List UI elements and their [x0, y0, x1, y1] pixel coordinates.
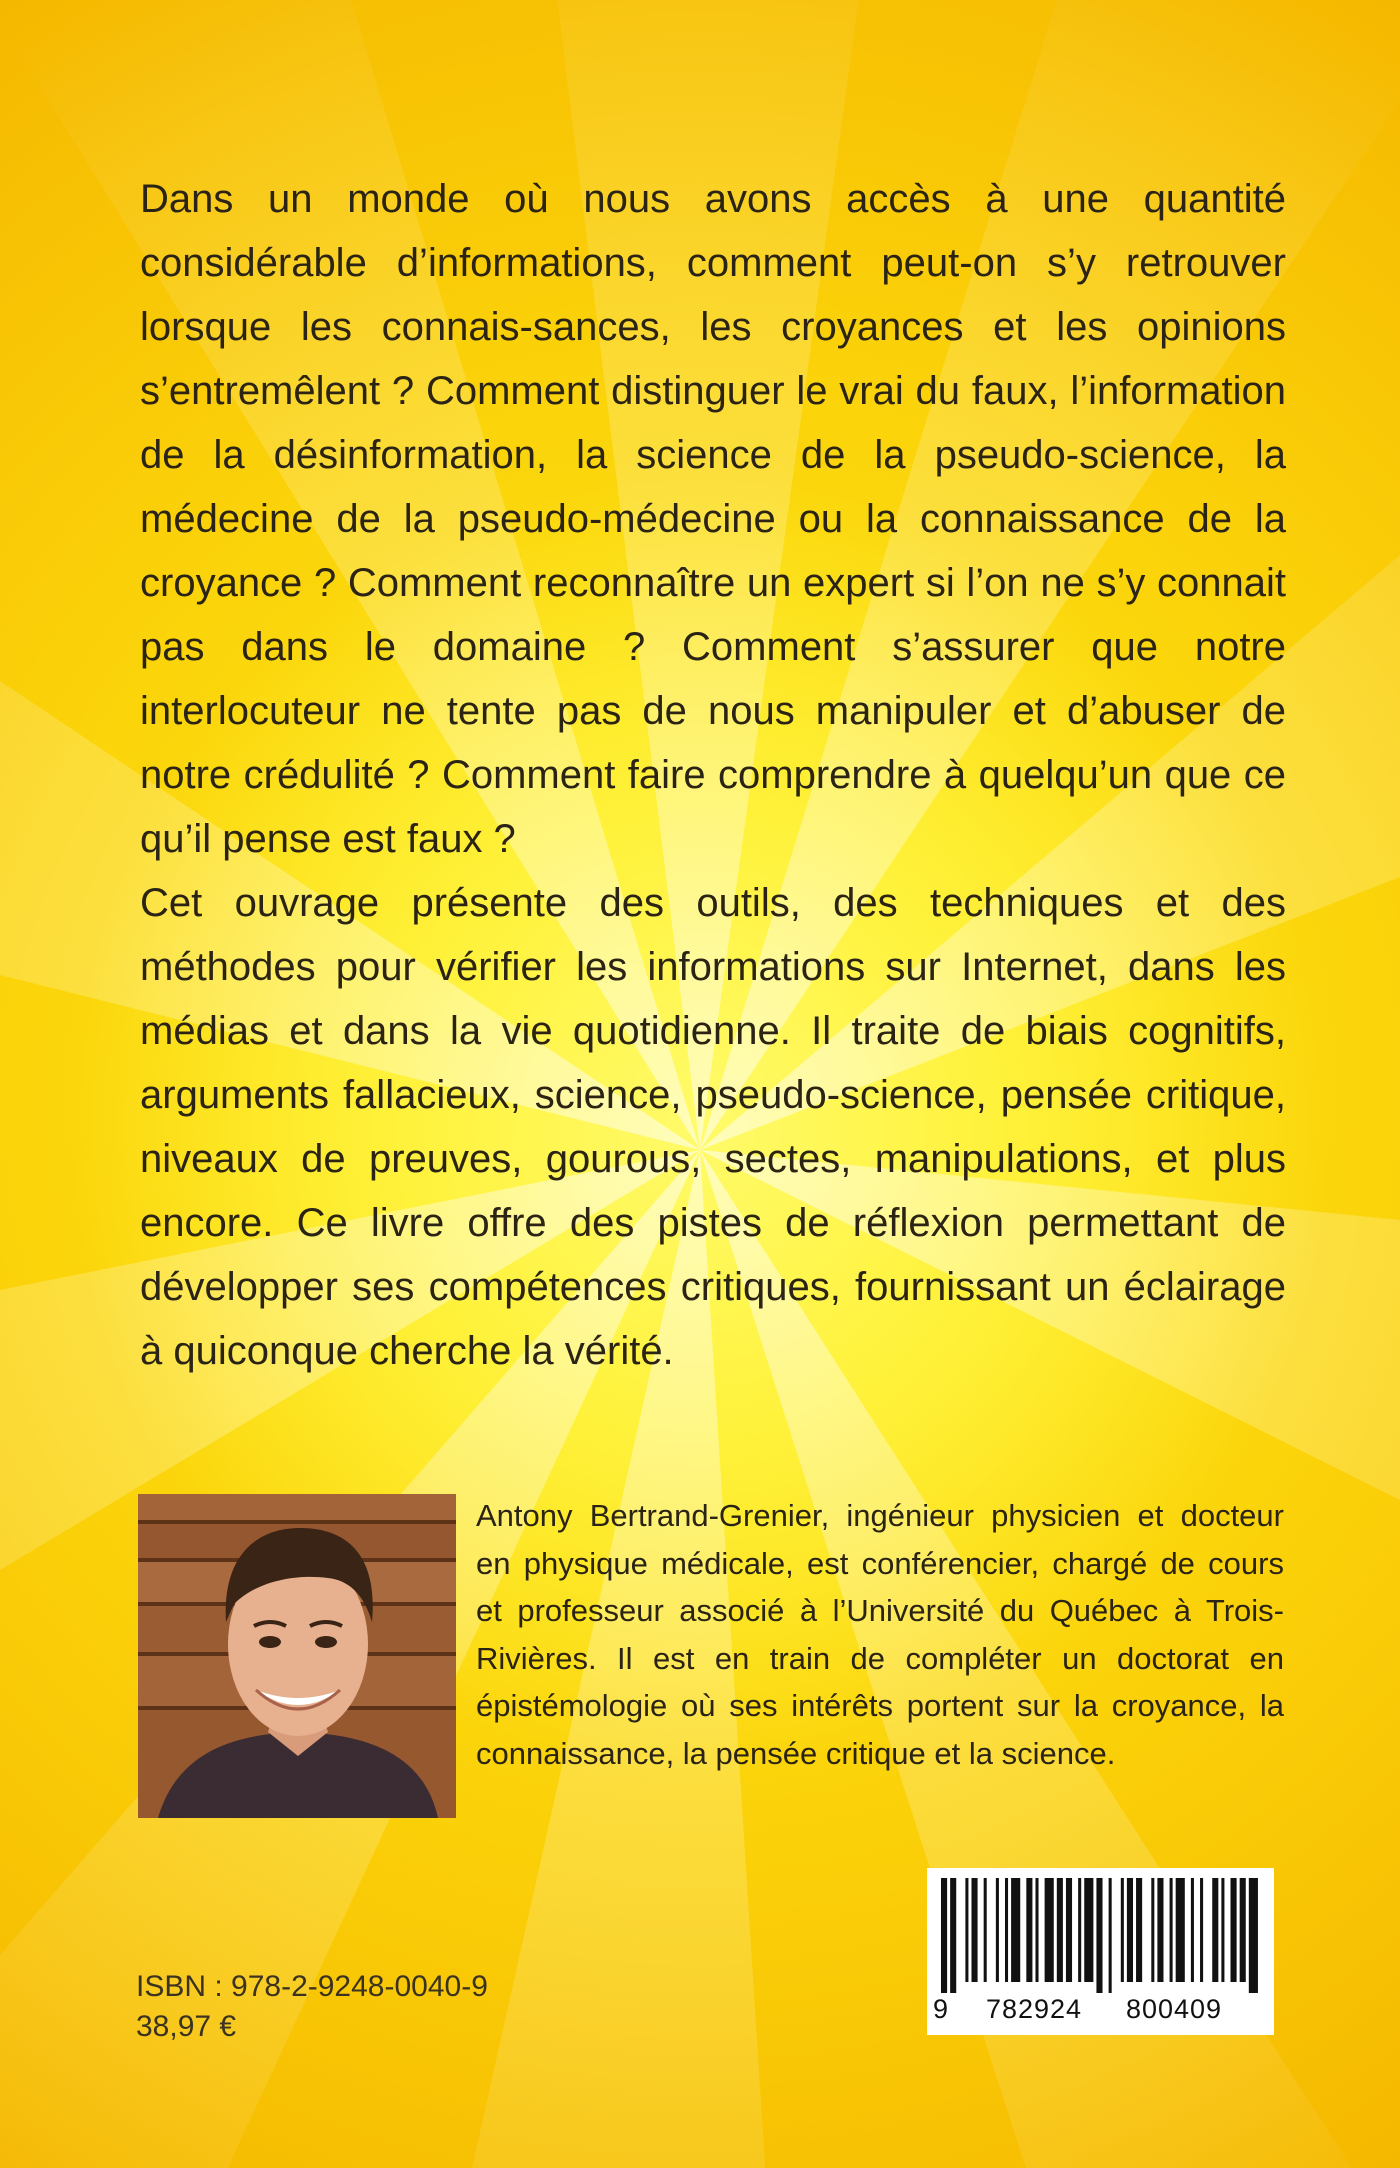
- barcode-bar: [1176, 1878, 1185, 1982]
- barcode-bar: [1084, 1878, 1093, 1982]
- barcode-bar: [1136, 1878, 1142, 1982]
- barcode-bar: [1240, 1878, 1246, 1982]
- barcode-left-digits: 782924: [985, 1994, 1083, 2024]
- barcode-bar: [1212, 1878, 1218, 1982]
- barcode-bars: [941, 1878, 1261, 1993]
- barcode-bar: [941, 1878, 947, 1993]
- barcode-bar: [1078, 1878, 1081, 1982]
- author-bio: Antony Bertrand-Grenier, ingénieur physicien et docteur en physique médicale, est conférencier, chargé de cours et professeur associé à l’Université du Québec à Trois-Rivières. Il est en train de compléter un doctorat en épistémologie où ses intérêts portent sur la croyance, la connaissance, la pensée critique et la science.: [476, 1498, 1284, 1771]
- barcode-bar: [1096, 1878, 1102, 1993]
- barcode-bar: [1157, 1878, 1163, 1982]
- barcode-bar: [984, 1878, 987, 1982]
- description-paragraph-2: Cet ouvrage présente des outils, des techniques et des méthodes pour vérifier les informations sur Internet, dans les médias et dans la vie quotidienne. Il traite de biais cognitifs, arguments fallacieux, science, pseudo-science, pensée critique, niveaux de preuves, gourous, sectes, manipulations, et plus encore. Ce livre offre des pistes de réflexion permettant de développer ses compétences critiques, fournissant un éclairage à quiconque cherche la vérité.: [140, 881, 1286, 1373]
- barcode-bar: [1221, 1878, 1224, 1982]
- barcode-bar: [1231, 1878, 1237, 1982]
- price-label: 38,97 €: [136, 2010, 237, 2043]
- barcode-bar: [1200, 1878, 1203, 1982]
- barcode-bar: [1170, 1878, 1173, 1982]
- description-paragraph-1: Dans un monde où nous avons accès à une quantité considérable d’informations, comment peut-on s’y retrouver lorsque les connais-sances, les croyances et les opinions s’entremêlent ? Comment distinguer le vrai du faux, l’information de la désinformation, la science de la pseudo-science, la médecine de la pseudo-médecine ou la connaissance de la croyance ? Comment reconnaître un expert si l’on ne s’y connait pas dans le domaine ? Comment s’assurer que notre interlocuteur ne tente pas de nous manipuler et d’abuser de notre crédulité ? Comment faire comprendre à quelqu’un que ce qu’il pense est faux ?: [140, 177, 1286, 861]
- barcode-bar: [1109, 1878, 1112, 1993]
- barcode-bar: [1121, 1878, 1124, 1982]
- isbn-label: ISBN : 978-2-9248-0040-9: [136, 1970, 488, 2003]
- barcode-bar: [996, 1878, 999, 1982]
- barcode-bar: [1045, 1878, 1054, 1982]
- barcode: [927, 1868, 1274, 2035]
- barcode-bar: [1011, 1878, 1020, 1982]
- barcode-bar: [971, 1878, 977, 1982]
- barcode-bar: [1127, 1878, 1133, 1982]
- barcode-bar: [1191, 1878, 1194, 1982]
- barcode-bar: [1026, 1878, 1032, 1982]
- barcode-bar: [965, 1878, 968, 1982]
- barcode-bar: [1066, 1878, 1072, 1982]
- barcode-first-digit: 9: [933, 1994, 949, 2024]
- barcode-bar: [1035, 1878, 1038, 1982]
- barcode-bar: [1249, 1878, 1258, 1993]
- author-photo: [138, 1494, 456, 1818]
- barcode-bar: [1151, 1878, 1154, 1982]
- barcode-bar: [1057, 1878, 1063, 1982]
- barcode-right-digits: 800409: [1125, 1994, 1223, 2024]
- barcode-bar: [1005, 1878, 1008, 1982]
- barcode-bar: [950, 1878, 956, 1993]
